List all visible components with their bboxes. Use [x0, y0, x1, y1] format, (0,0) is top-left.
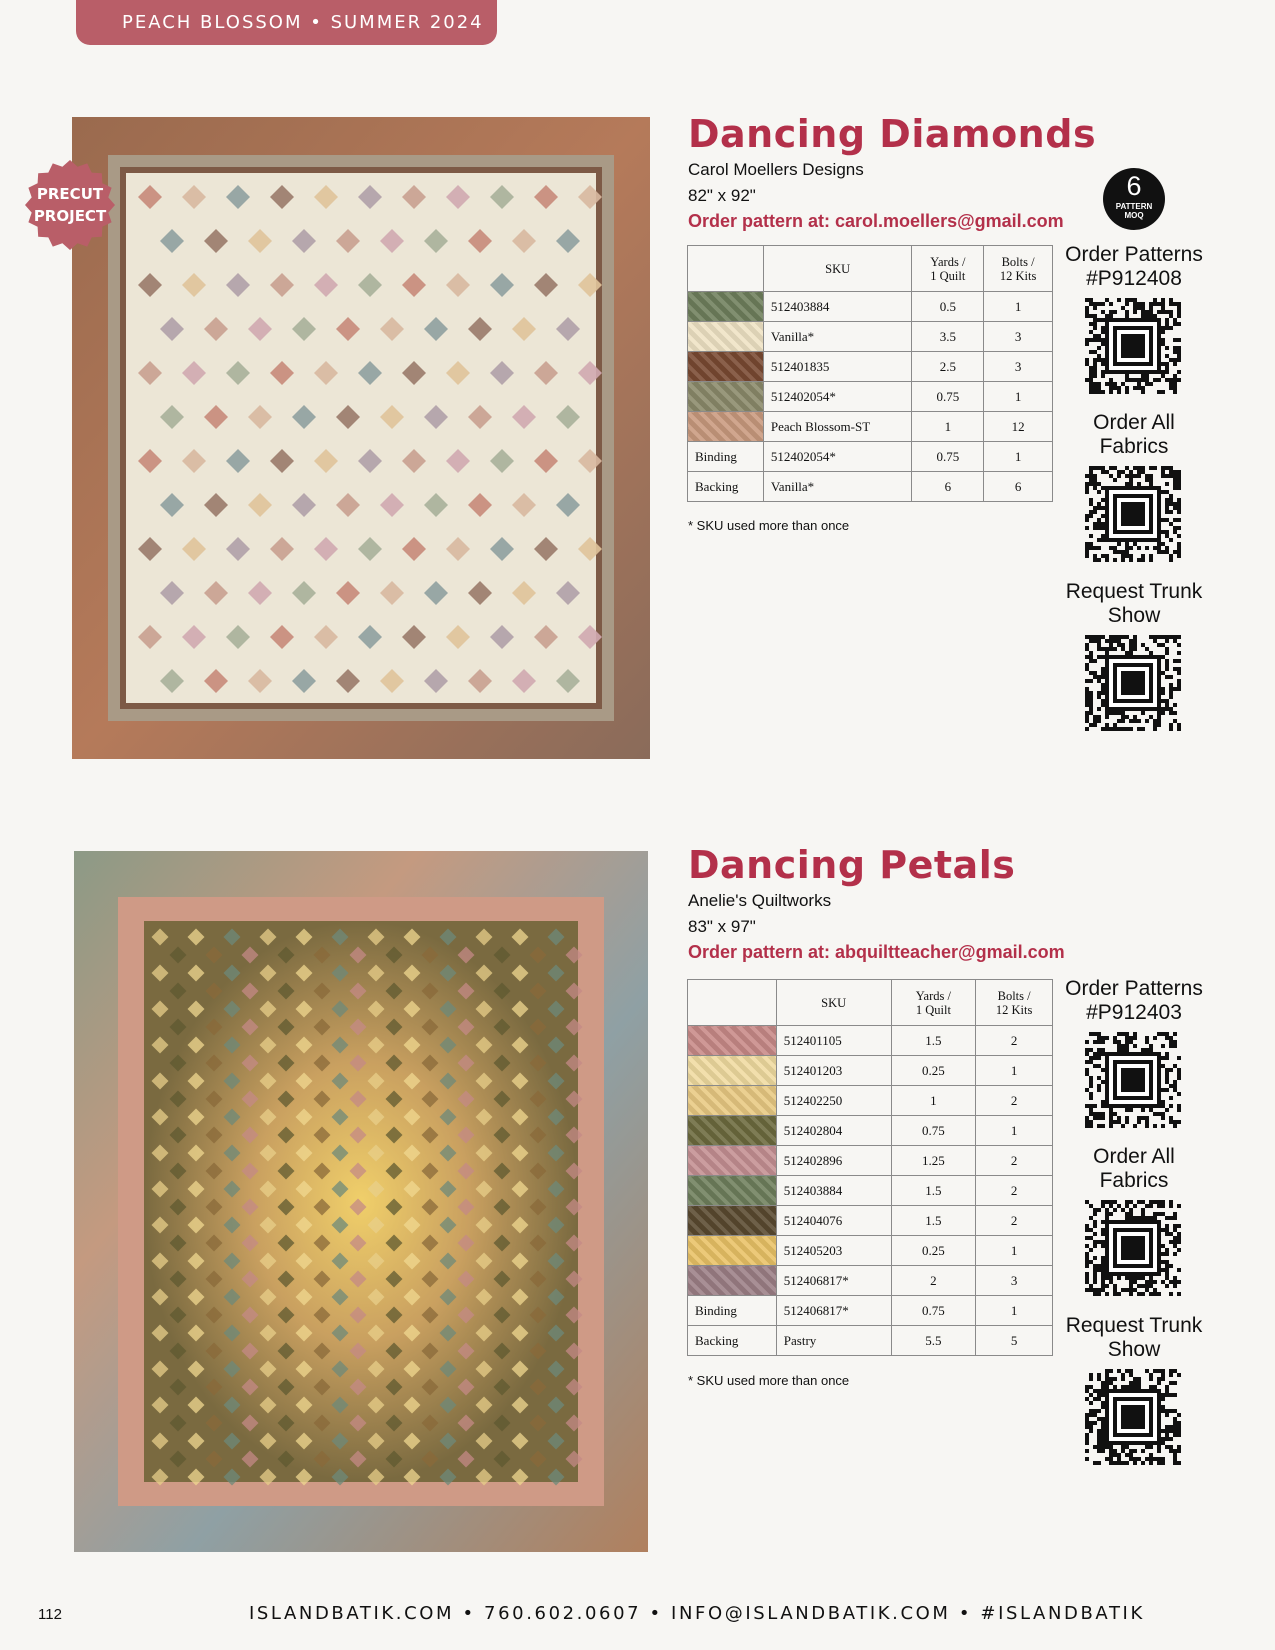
quilt-photo-dancing-diamonds: [72, 117, 650, 759]
sku-note: * SKU used more than once: [688, 518, 850, 533]
fabric-swatch: [688, 1056, 777, 1086]
moq-label-2: MOQ: [1124, 211, 1144, 220]
table-row: [688, 352, 1053, 382]
bolts-cell: 1: [976, 1296, 1053, 1326]
sku-note: * SKU used more than once: [688, 1373, 850, 1388]
qr-code-trunk-show[interactable]: [1085, 1369, 1181, 1465]
sku-cell: Vanilla*: [763, 322, 912, 352]
qr-caption: Order All Fabrics: [1093, 411, 1175, 458]
moq-count: 6: [1126, 171, 1142, 201]
yards-cell: 0.75: [912, 382, 984, 412]
fabric-swatch: [688, 1146, 777, 1176]
header-bolts: Bolts / 12 Kits: [984, 246, 1053, 292]
sku-cell: 512403884: [763, 292, 912, 322]
header-yards: Yards / 1 Quilt: [912, 246, 984, 292]
sku-cell: 512402250: [776, 1086, 891, 1116]
bolts-cell: 2: [976, 1086, 1053, 1116]
yards-cell: 6: [912, 472, 984, 502]
table-row: [688, 292, 1053, 322]
quilt-size: 83" x 97": [688, 917, 756, 936]
table-row: [688, 442, 1053, 472]
precut-project-badge: [25, 160, 115, 250]
fabric-swatch: [688, 1236, 777, 1266]
bolts-cell: 12: [984, 412, 1053, 442]
fabric-swatch: [688, 412, 764, 442]
bolts-cell: 3: [984, 352, 1053, 382]
yards-cell: 5.5: [891, 1326, 976, 1356]
order-pattern-link[interactable]: Order pattern at: carol.moellers@gmail.com: [688, 211, 1064, 231]
table-row: [688, 1266, 1053, 1296]
table-row: [688, 1326, 1053, 1356]
fabric-swatch: [688, 292, 764, 322]
sku-cell: 512403884: [776, 1176, 891, 1206]
fabric-swatch: [688, 352, 764, 382]
fabric-swatch: [688, 382, 764, 412]
table-row: [688, 322, 1053, 352]
pattern-moq-badge: [1103, 168, 1165, 230]
sku-cell: 512406817*: [776, 1296, 891, 1326]
yards-cell: 1: [891, 1086, 976, 1116]
fabric-swatch: [688, 1206, 777, 1236]
yards-cell: 1.25: [891, 1146, 976, 1176]
table-row: [688, 1296, 1053, 1326]
footer-contact: ISLANDBATIK.COM • 760.602.0607 • INFO@ISLANDBATIK.COM • #ISLANDBATIK: [249, 1603, 1145, 1624]
yards-cell: 1.5: [891, 1176, 976, 1206]
table-row: [688, 1146, 1053, 1176]
badge-line-2: PROJECT: [33, 207, 107, 225]
bolts-cell: 2: [976, 1146, 1053, 1176]
sku-cell: Peach Blossom-ST: [763, 412, 912, 442]
yards-cell: 0.5: [912, 292, 984, 322]
quilt-photo-dancing-petals: [74, 851, 648, 1552]
yards-cell: 0.75: [912, 442, 984, 472]
header-yards: Yards / 1 Quilt: [891, 980, 976, 1026]
project-title: Dancing Diamonds: [688, 112, 1097, 156]
moq-label-1: PATTERN: [1115, 202, 1153, 211]
sku-cell: 512402804: [776, 1116, 891, 1146]
order-pattern-link[interactable]: Order pattern at: abquiltteacher@gmail.com: [688, 942, 1065, 962]
header-tab: [76, 0, 497, 45]
header-label: PEACH BLOSSOM • SUMMER 2024: [122, 12, 484, 33]
row-label: Backing: [688, 472, 764, 502]
table-row: [688, 1056, 1053, 1086]
bolts-cell: 1: [984, 442, 1053, 472]
sku-cell: 512405203: [776, 1236, 891, 1266]
table-row: [688, 1026, 1053, 1056]
bolts-cell: 1: [976, 1236, 1053, 1266]
bolts-cell: 2: [976, 1176, 1053, 1206]
fabric-swatch: [688, 1266, 777, 1296]
yards-cell: 1.5: [891, 1026, 976, 1056]
qr-code-order-fabrics[interactable]: [1085, 466, 1181, 562]
designer-name: Anelie's Quiltworks: [688, 891, 832, 910]
bolts-cell: 2: [976, 1206, 1053, 1236]
qr-caption: Request Trunk Show: [1065, 580, 1203, 627]
table-row: [688, 472, 1053, 502]
bolts-cell: 3: [984, 322, 1053, 352]
qr-caption: Order Patterns #P912408: [1065, 243, 1203, 290]
qr-caption: Order Patterns #P912403: [1065, 977, 1203, 1024]
qr-caption: Request Trunk Show: [1065, 1314, 1203, 1361]
row-label: Binding: [688, 442, 764, 472]
fabric-table: [687, 245, 1053, 502]
sku-cell: 512401203: [776, 1056, 891, 1086]
fabric-swatch: [688, 1026, 777, 1056]
yards-cell: 2.5: [912, 352, 984, 382]
table-row: [688, 1116, 1053, 1146]
bolts-cell: 5: [976, 1326, 1053, 1356]
sku-cell: 512401835: [763, 352, 912, 382]
sku-cell: 512404076: [776, 1206, 891, 1236]
yards-cell: 0.75: [891, 1296, 976, 1326]
qr-code-trunk-show[interactable]: [1085, 635, 1181, 731]
yards-cell: 1: [912, 412, 984, 442]
fabric-swatch: [688, 1176, 777, 1206]
bolts-cell: 3: [976, 1266, 1053, 1296]
sku-cell: 512402054*: [763, 442, 912, 472]
page-number: 112: [38, 1606, 62, 1623]
row-label: Binding: [688, 1296, 777, 1326]
sku-cell: 512402054*: [763, 382, 912, 412]
qr-caption: Order All Fabrics: [1093, 1145, 1175, 1192]
fabric-table: [687, 979, 1053, 1356]
header-sku: SKU: [763, 246, 912, 292]
yards-cell: 0.25: [891, 1056, 976, 1086]
qr-code-order-patterns[interactable]: [1085, 1032, 1181, 1128]
header-bolts: Bolts / 12 Kits: [976, 980, 1053, 1026]
table-row: [688, 1236, 1053, 1266]
table-row: [688, 1176, 1053, 1206]
bolts-cell: 2: [976, 1026, 1053, 1056]
fabric-swatch: [688, 1116, 777, 1146]
project-title: Dancing Petals: [688, 843, 1016, 887]
designer-name: Carol Moellers Designs: [688, 160, 864, 179]
sku-cell: Pastry: [776, 1326, 891, 1356]
yards-cell: 0.75: [891, 1116, 976, 1146]
fabric-swatch: [688, 322, 764, 352]
yards-cell: 2: [891, 1266, 976, 1296]
badge-line-1: PRECUT: [36, 185, 104, 203]
qr-code-order-fabrics[interactable]: [1085, 1200, 1181, 1296]
table-row: [688, 1206, 1053, 1236]
header-blank: [688, 246, 764, 292]
sku-cell: 512406817*: [776, 1266, 891, 1296]
table-row: [688, 382, 1053, 412]
sku-cell: Vanilla*: [763, 472, 912, 502]
row-label: Backing: [688, 1326, 777, 1356]
yards-cell: 3.5: [912, 322, 984, 352]
bolts-cell: 1: [976, 1056, 1053, 1086]
header-blank: [688, 980, 777, 1026]
table-row: [688, 1086, 1053, 1116]
fabric-swatch: [688, 1086, 777, 1116]
header-sku: SKU: [776, 980, 891, 1026]
quilt-size: 82" x 92": [688, 186, 756, 205]
bolts-cell: 1: [984, 292, 1053, 322]
yards-cell: 0.25: [891, 1236, 976, 1266]
bolts-cell: 1: [984, 382, 1053, 412]
bolts-cell: 1: [976, 1116, 1053, 1146]
sku-cell: 512402896: [776, 1146, 891, 1176]
qr-code-order-patterns[interactable]: [1085, 298, 1181, 394]
table-row: [688, 412, 1053, 442]
bolts-cell: 6: [984, 472, 1053, 502]
sku-cell: 512401105: [776, 1026, 891, 1056]
yards-cell: 1.5: [891, 1206, 976, 1236]
